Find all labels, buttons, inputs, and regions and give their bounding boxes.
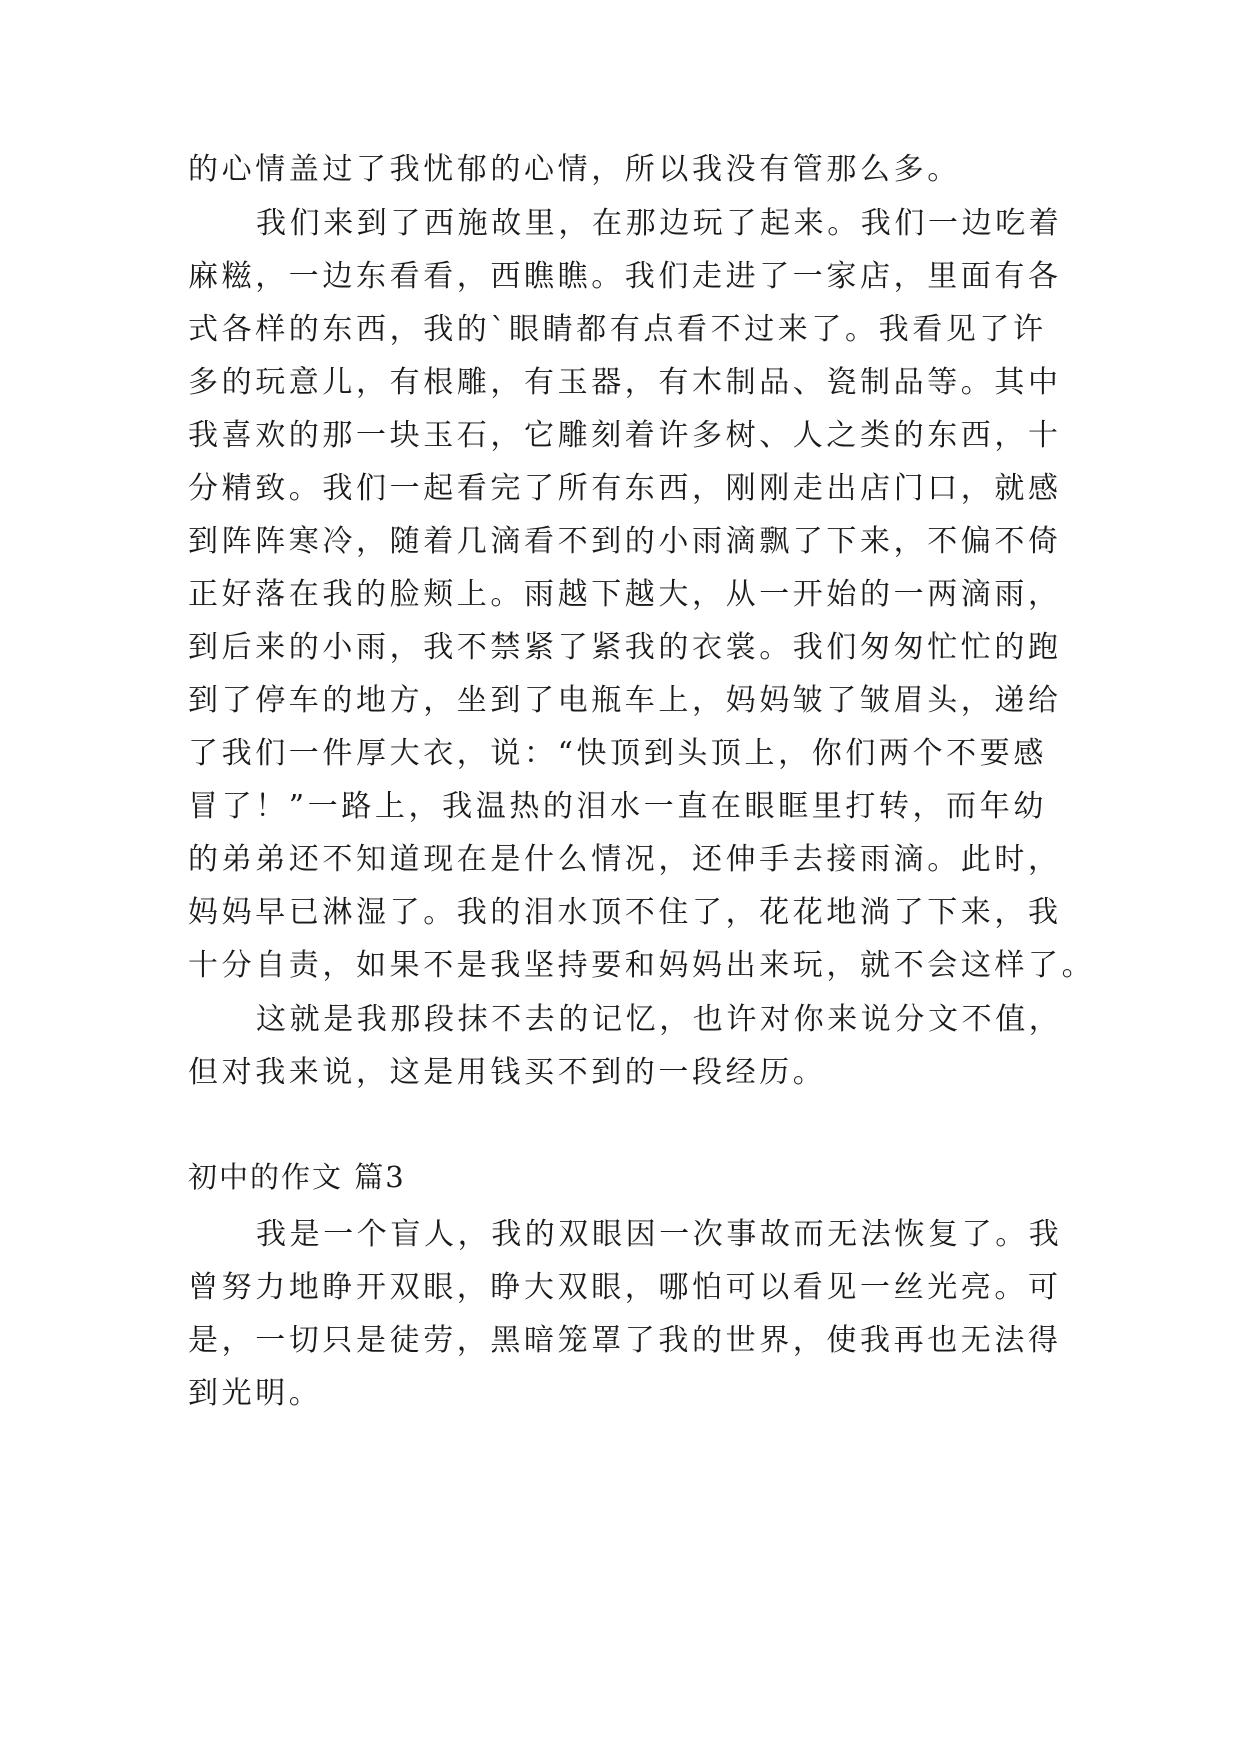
paragraph-2-line-15: 十分自责，如果不是我坚持要和妈妈出来玩，就不会这样了。	[188, 948, 1096, 983]
paragraph-4-line-4: 到光明。	[188, 1376, 323, 1411]
paragraph-2-line-4: 多的玩意儿，有根雕，有玉器，有木制品、瓷制品等。其中	[188, 365, 1062, 400]
paragraph-2-line-8: 正好落在我的脸颊上。雨越下越大，从一开始的一两滴雨，	[188, 577, 1062, 612]
paragraph-4-line-3: 是，一切只是徒劳，黑暗笼罩了我的世界，使我再也无法得	[188, 1323, 1062, 1358]
paragraph-2-line-9: 到后来的小雨，我不禁紧了紧我的衣裳。我们匆匆忙忙的跑	[188, 630, 1062, 665]
paragraph-2-line-1: 我们来到了西施故里，在那边玩了起来。我们一边吃着	[256, 206, 1063, 241]
paragraph-2-line-13: 的弟弟还不知道现在是什么情况，还伸手去接雨滴。此时，	[188, 842, 1062, 877]
paragraph-4-line-1: 我是一个盲人，我的双眼因一次事故而无法恢复了。我	[256, 1217, 1063, 1252]
paragraph-2-line-6: 分精致。我们一起看完了所有东西，刚刚走出店门口，就感	[188, 471, 1062, 506]
paragraph-3-line-2: 但对我来说，这是用钱买不到的一段经历。	[188, 1055, 827, 1090]
paragraph-2-line-10: 到了停车的地方，坐到了电瓶车上，妈妈皱了皱眉头，递给	[188, 683, 1062, 718]
paragraph-2-line-3: 式各样的东西，我的`眼睛都有点看不过来了。我看见了许	[188, 312, 1047, 347]
paragraph-2-line-7: 到阵阵寒冷，随着几滴看不到的小雨滴飘了下来，不偏不倚	[188, 524, 1062, 559]
paragraph-2-line-12: 冒了！”一路上，我温热的泪水一直在眼眶里打转，而年幼	[188, 789, 1047, 824]
paragraph-2-line-14: 妈妈早已淋湿了。我的泪水顶不住了，花花地淌了下来，我	[188, 895, 1062, 930]
paragraph-3-line-1: 这就是我那段抹不去的记忆，也许对你来说分文不值，	[256, 1002, 1063, 1037]
section-heading: 初中的作文 篇3	[188, 1160, 406, 1194]
paragraph-2-line-2: 麻糍，一边东看看，西瞧瞧。我们走进了一家店，里面有各	[188, 259, 1062, 294]
paragraph-2-line-5: 我喜欢的那一块玉石，它雕刻着许多树、人之类的东西，十	[188, 418, 1062, 453]
paragraph-4-line-2: 曾努力地睁开双眼，睁大双眼，哪怕可以看见一丝光亮。可	[188, 1270, 1062, 1305]
paragraph-2-line-11: 了我们一件厚大衣，说：“快顶到头顶上，你们两个不要感	[188, 736, 1047, 771]
paragraph-1-line-1: 的心情盖过了我忧郁的心情，所以我没有管那么多。	[188, 152, 961, 187]
